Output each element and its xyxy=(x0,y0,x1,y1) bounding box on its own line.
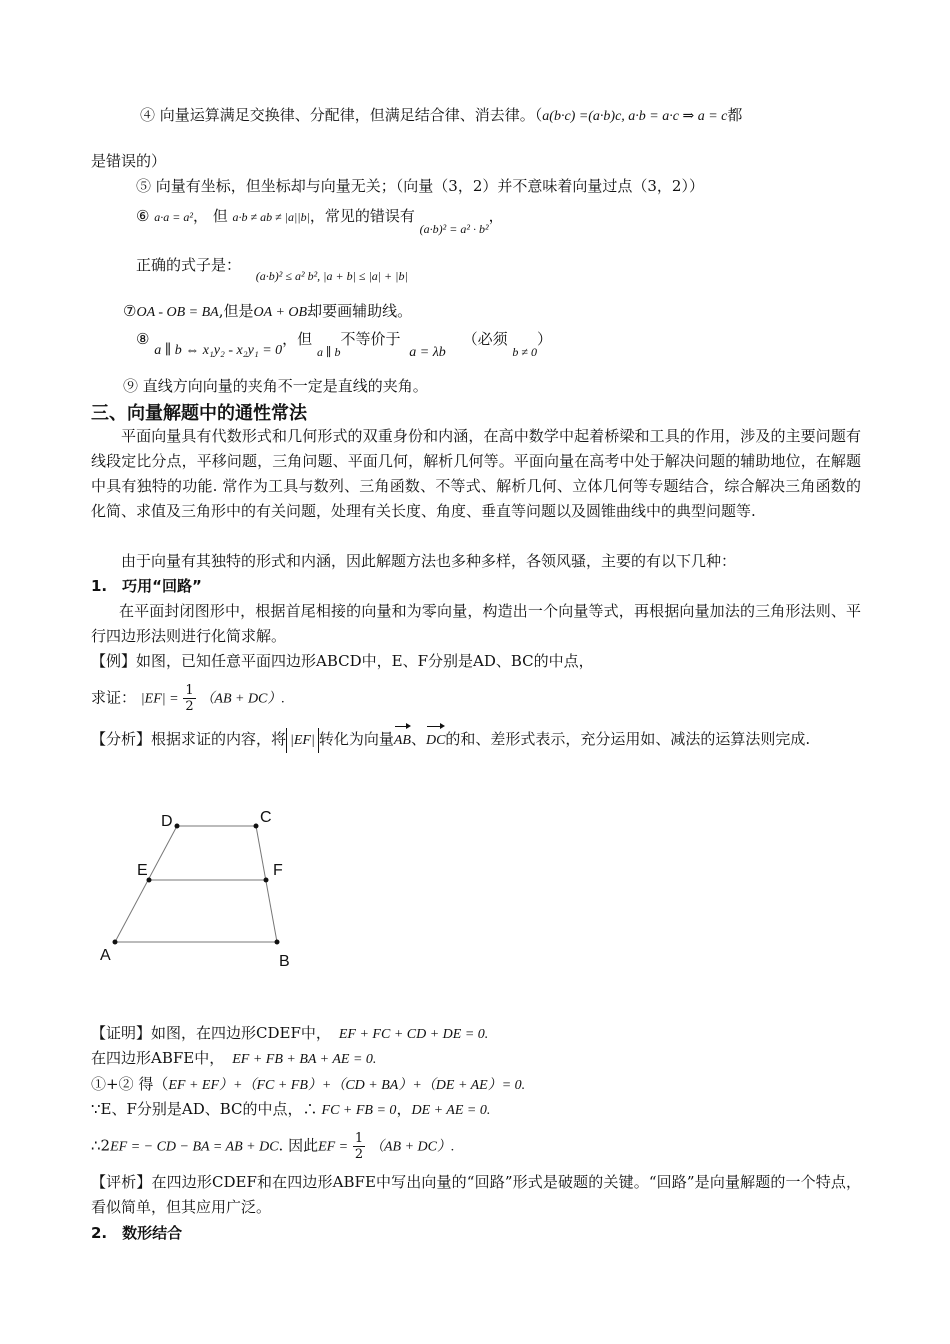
note-8: ⑧ a ∥ b ⇔ x₁y₂ - x₂y₁ = 0，但 $_{a \parallel b}$不等价于 a = λb （必须 $_{b \ne 0}$） xyxy=(136,330,552,360)
note-5: ⑤ 向量有坐标，但坐标却与向量无关；（向量（3，2）并不意味着向量过点（3，2）） xyxy=(136,177,704,195)
correct-formulas-math: (a·b)² ≤ a² b², |a + b| ≤ |a| + |b| xyxy=(255,269,408,283)
note-6-math-3: (a·b)² = a² · b² xyxy=(419,222,489,236)
example-statement: 【例】如图，已知任意平面四边形ABCD中，E、F分别是AD、BC的中点， xyxy=(91,652,594,670)
fraction-half: $\frac{1}{2}$ xyxy=(185,683,194,714)
proof-line-3-math: EF + EF）+（FC + FB）+（CD + BA）+（DE + AE）= 0. xyxy=(168,1078,526,1093)
label-a: A xyxy=(100,947,111,964)
edge-cb xyxy=(256,826,277,942)
analysis-vector-ab: AB xyxy=(394,722,411,753)
analysis-vector-ef: |EF| xyxy=(286,728,319,753)
proof-line-5-math-1: EF = − CD − BA = AB + DC xyxy=(110,1139,279,1155)
note-8-math-2: a ∥ b xyxy=(316,345,341,359)
fraction-half-2: $\frac{1}{2}$ xyxy=(354,1131,364,1162)
note-7-math-1: OA - OB = BA xyxy=(136,305,219,320)
intro-paragraph-1: 平面向量具有代数形式和几何形式的双重身份和内涵，在高中数学中起着桥梁和工具的作用，涉及的主要问题有线段定比分点，平移问题，三角问题、平面几何，解析几何等。平面向量在高考中处于解决问题的辅助地位，在解题中具有独特的功能. 常作为工具与数列、三角函数、不等式、解析几何、立体几何等专题结合，综合解决三角函数的化简、求值及三角形中的有关问题，处理有关长度、角度、垂直等问题以及圆锥曲线中的典型问题等. xyxy=(91,427,861,520)
edge-ad xyxy=(115,826,177,942)
point-d xyxy=(175,824,180,829)
proof-line-4-math-2: DE + AE = 0. xyxy=(411,1103,491,1118)
proof-line-2-math: EF + FB + BA + AE = 0. xyxy=(232,1052,377,1067)
section-title: 三、向量解题中的通性常法 xyxy=(91,403,307,424)
point-a xyxy=(113,940,118,945)
prove-math-left: |EF| = xyxy=(140,691,179,707)
proof-line-1: 【证明】如图，在四边形CDEF中， EF + FC + CD + DE = 0. xyxy=(91,1024,489,1042)
prove-math-right: （AB + DC）. xyxy=(200,691,285,707)
point-f xyxy=(264,878,269,883)
note-9: ⑨ 直线方向向量的夹角不一定是直线的夹角。 xyxy=(123,377,428,395)
note-4: ④ 向量运算满足交换律、分配律，但满足结合律、消去律。（a(b·c) =(a·b)c, a·b = a·c ⇒ a = c都 xyxy=(140,106,743,124)
proof-line-4-math-1: FC + FB = 0 xyxy=(321,1103,397,1118)
note-8-math-1: a ∥ b ⇔ x₁y₂ - x₂y₁ = 0 xyxy=(154,343,283,358)
point-b xyxy=(275,940,280,945)
method-2-title: 2. 数形结合 xyxy=(91,1224,183,1242)
intro-paragraph-2: 由于向量有其独特的形式和内涵，因此解题方法也多种多样，各领风骚，主要的有以下几种： xyxy=(121,552,737,570)
note-8-math-3: a = λb xyxy=(409,345,446,360)
analysis-paragraph: 【分析】根据求证的内容，将 |EF| 转化为向量AB、DC的和、差形式表示，充分运用如、减法的运算法则完成. xyxy=(91,722,861,753)
comment-paragraph: 【评析】在四边形CDEF和在四边形ABFE中写出向量的“回路”形式是破题的关键。“回路”是向量解题的一个特点，看似简单，但其应用广泛。 xyxy=(91,1173,861,1216)
note-6-math-2: a·b ≠ ab ≠ |a||b| xyxy=(232,210,310,224)
note-6: ⑥ a·a = a²， 但 a·b ≠ ab ≠ |a||b|，常见的错误有 $_{(a\cdot b)^2 = a^2 \cdot b^2}$， xyxy=(136,207,504,236)
note-7: ⑦OA - OB = BA,但是OA + OB却要画辅助线。 xyxy=(123,302,413,320)
note-8-math-4: b ≠ 0 xyxy=(512,345,537,359)
analysis-vector-dc: DC xyxy=(426,722,445,753)
label-f: F xyxy=(273,862,283,879)
method-1-description: 在平面封闭图形中，根据首尾相接的向量和为零向量，构造出一个向量等式，再根据向量加法的三角形法则、平行四边形法则进行化简求解。 xyxy=(91,602,861,645)
note-4-continued: 是错误的） xyxy=(91,152,167,170)
proof-line-1-math: EF + FC + CD + DE = 0. xyxy=(338,1027,489,1042)
label-b: B xyxy=(279,953,290,970)
note-6-math-1: a·a = a² xyxy=(154,210,193,224)
prove-statement: 求证： |EF| = $\frac{1}{2}$ （AB + DC）. xyxy=(91,683,285,714)
note-4-math: a(b·c) =(a·b)c, a·b = a·c ⇒ a = c xyxy=(542,109,728,124)
proof-line-5-math-2: EF = xyxy=(318,1139,349,1155)
label-d: D xyxy=(161,813,173,830)
proof-line-3: ①+② 得（EF + EF）+（FC + FB）+（CD + BA）+（DE + AE）= 0. xyxy=(91,1075,526,1093)
proof-line-5-math-3: （AB + DC）. xyxy=(369,1139,455,1155)
label-e: E xyxy=(137,862,148,879)
proof-line-4: ∵E、F分别是AD、BC的中点，∴ FC + FB = 0，DE + AE = 0. xyxy=(91,1100,491,1118)
note-7-math-2: OA + OB xyxy=(253,305,308,320)
method-1-title: 1. 巧用“回路” xyxy=(91,577,202,595)
label-c: C xyxy=(260,809,272,826)
proof-line-5: ∴2EF = − CD − BA = AB + DC. 因此EF = $\frac{1}{2}$ （AB + DC）. xyxy=(91,1131,455,1162)
proof-line-2: 在四边形ABFE中， EF + FB + BA + AE = 0. xyxy=(91,1049,377,1067)
quadrilateral-figure xyxy=(95,800,315,975)
correct-formulas: 正确的式子是： $_{(a\cdot b)^2 \le a^2 b^2, |a + b| \le |a| + |b|}$ xyxy=(136,256,408,283)
point-c xyxy=(254,824,259,829)
